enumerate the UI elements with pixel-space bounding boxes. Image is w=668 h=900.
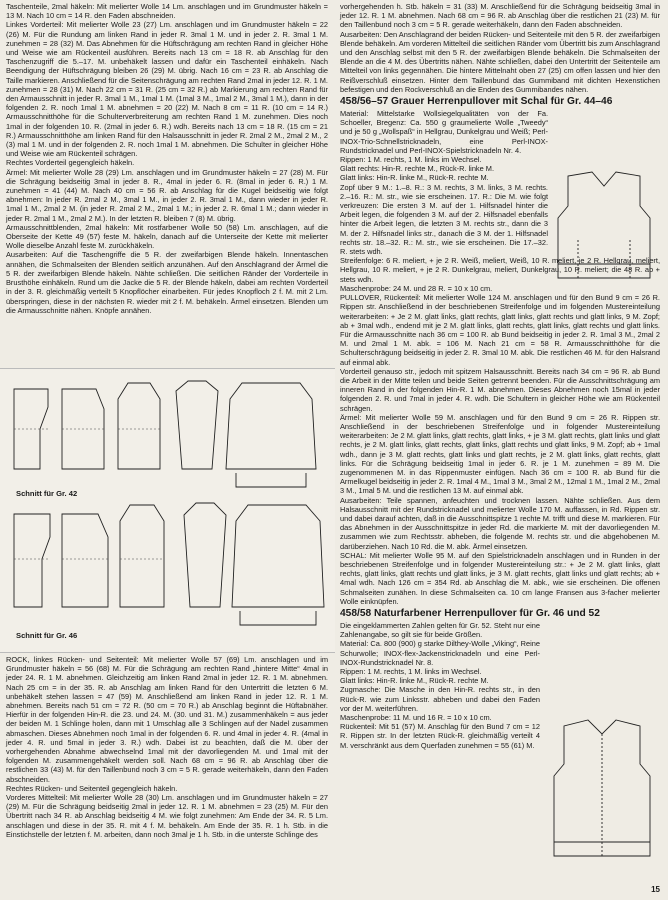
paragraph: Rückenteil: Mit 51 (57) M. Anschlag für den Bund 7 cm = 12 R. Rippen str. In der letzten Rück-R. gleichmäßig verteilt 4 M. verschränkt aus dem Querfaden zunehmen = 55 (61) M. bbox=[340, 722, 540, 750]
paragraph: Die eingeklammerten Zahlen gelten für Gr. 52. Steht nur eine Zahlenangabe, so gilt sie für beide Größen. bbox=[340, 621, 540, 640]
paragraph: Zopf über 9 M.: 1.–8. R.: 3 M. rechts, 3 M. links, 3 M. rechts. 2.–16. R.: M. str., wie sie erscheinen. 17. R.: Die M. wie folgt verkreuzen: Die ersten 3 M. auf der 1. Hilfsnadel hinter die Arbeit legen, die folgenden 3 M. auf der 2. Hilfsnadel ebenfalls hinter die Arbeit legen, die letzten 3 M. rechts str., dann die 3 M. der 2. Hilfsnadel links str., danach die 3 M. der 1. Hilfsnadel rechts str. 18.–32. R.: M. str., wie sie erscheinen. Die 17.–32. R. stets wdh. bbox=[340, 182, 548, 257]
schematic-label-42: Schnitt für Gr. 42 bbox=[16, 489, 78, 498]
paragraph: Glatt rechts: Hin-R. rechte M., Rück-R. linke M. bbox=[340, 164, 495, 174]
schematic-label-46: Schnitt für Gr. 46 bbox=[16, 631, 78, 640]
paragraph: Linkes Vorderteil: Mit melierter Wolle 23 (27) Lm. anschlagen und im Grundmuster häkeln = 22 (26) M. Für die Rundung am linken Rand in jeder R. 3mal 1 M. und in jeder 2. R. 3mal 1 M. zunehmen = 28 (32) M. Das Abnehmen für die Hüftschrägung am rechten Rand in gleicher Höhe und Weise wie am Rückenteil ausführen. Bereits nach 13 cm = 18 R. ab Anschlag für den Taschenzugriff die 5.–17. M. unbehäkelt lassen und dafür ein Taschenteil einhäkeln. Nach Beendigung der Hüftschrägung bleiben 26 (29) M. übrig. Nach 16 cm = 23 R. ab Anschlag die Taille markieren. Anschließend für die Seitenschrägung am rechten Rand 2mal in jeder 12. R. 1 M. zunehmen = 28 (31) M. Nach 22 cm = 31 R. (25 cm = 32 R.) ab Markierung am rechten Rand für den Armausschnitt in jeder R. 3mal 1 M., 1mal 1 M. (1mal 3 M., 1mal 2 M., 3mal 1 M.), dann in der folgenden 2. R. noch 1mal 1 M. abnehmen = 20 (22) M. Nach 8 cm = 11 R. (10 cm = 14 R.) Armausschnitthöhe für die Schulterverbreiterung am rechten Rand 1 M. zunehmen. Dies noch 1mal in der folgenden 10. R. (2mal in jeder 6. R.) wdh. Bereits nach 13 cm = 18 R. (15 cm = 21 R.) Armausschnitthöhe am linken Rand für den Halsausschnitt in jeder R. 2mal 2 M., 2mal 2 M., 2 (3) mal 1 M. und in der folgenden 2. R. noch 1mal 1 M. abnehmen. Die Schulter in gleicher Höhe und Weise wie am Rückenteil schrägen. bbox=[6, 20, 328, 159]
paragraph: Vorderes Mittelteil: Mit melierter Wolle 28 (30) Lm. anschlagen und im Grundmuster häkeln = 27 (29) M. Für die Schrägung beidseitig 2mal in jeder 12. R. 1 M. abnehmen = 23 (25) M. Für den Übertritt nach 34 R. ab Anschlag beidseitig 4 M. wie folgt zunehmen: Am Ende der 34. R. 5 Lm. anschlagen und diese in der 35. R. mit 4 f. M. behäkeln. Am Ende der 35. R. 1 h. Stb. in die Einstichstelle der letzten f. M. arbeiten, dann noch 3mal je 1 h. Stb. in die unterste Schlinge des bbox=[6, 793, 328, 839]
paragraph: Zugmasche: Die Masche in den Hin-R. rechts str., in den Rück-R. wie zum Linksstr. abheben und dabei den Faden vor der M. weiterführen. bbox=[340, 685, 540, 713]
paragraph: Glatt links: Hin-R. linke M., Rück-R. rechte M. bbox=[340, 676, 489, 686]
paragraph: Ärmel: Mit melierter Wolle 28 (29) Lm. anschlagen und im Grundmuster häkeln = 27 (28) M. Für die Schrägung beidseitig 3mal in jeder 8. R., 4mal in jeder 6. R. (8mal in jeder 6. R.) 1 M. zunehmen = 41 (44) M. Nach 40 cm = 56 R. ab Anschlag für die Kugel beidseitig wie folgt abnehmen: In jeder R. 2mal 2 M., 3mal 1 M., in jeder 2. R. 3mal 1 M., dann wieder in jeder R. 1mal 1 M., 2mal 2 M. (in jeder R. 2mal 2 M., 2mal 1 M.; in jeder 2. R. 6mal 1 M.; dann wieder in jeder R. 2mal 1 M., 2mal 2 M.). In der letzten R. bleiben 7 (8) M. übrig. bbox=[6, 167, 328, 223]
left-column-bottom bbox=[6, 655, 328, 839]
paragraph: Ärmel: Mit melierter Wolle 59 M. anschlagen und für den Bund 9 cm = 26 R. Rippen str. Anschließend in der beschriebenen Streifenfolge und in folgender Mustereinteilung weiterarbeiten: Je 2 M. glatt links, glatt rechts, glatt links, + je 3 M. glatt rechts, glatt links und glatt rechts, je 2 M. glatt links, glatt rechts, glatt links, glatt rechts und glatt links, 9 M. Zopf; ab + 1mal wdh., dann je 3 M. glatt rechts, glatt links und glatt rechts, je 2 M. glatt links, glatt rechts, glatt links. Für die Schrägung beidseitig 1mal in jeder 6. R. je 1 M. zunehmen = 89 M. Die zugenommenen M. in das Rippenmuster einfügen. Nach 36 cm = 100 R. ab Bund für die Armelkugel beidseitig in jeder 2. R. 1mal 4 M., 1mal 3 M., 3mal 2 M., 12mal 1 M., 1mal 2 M., 2mal 3 M., 1mal 5 M. und die restlichen 13 M. auf einmal abk. bbox=[340, 412, 660, 496]
paragraph: PULLOVER, Rückenteil: Mit melierter Wolle 124 M. anschlagen und für den Bund 9 cm = 26 R. Rippen str. Anschließend in der beschriebenen Streifenfolge und im folgenden Mustereinteilung weiterarbeiten: + Je 2 M. glatt links, glatt rechts, glatt links, glatt rechts und glatt links, 9 M. Zopf; ab + 3mal wdh., endend mit je 2 M. glatt links, glatt rechts, glatt links, glatt rechts und glatt links. Für die Armausschnitte nach 36 cm = 100 R. ab Bund beidseitig in jeder 2. R. 1mal 3 M., 2mal 2 M. und 2mal 1 M. abk. = 106 M. Nach 21 cm = 58 R. Armausschnitthöhe für die Schulterschrägung beidseitig in jeder 2. R. 3mal 10 M. abk. Die restlichen 46 M. für den Halsrand auf einmal abk. bbox=[340, 293, 660, 367]
paragraph: Glatt links: Hin-R. linke M., Rück-R. rechte M. bbox=[340, 173, 489, 183]
page-number: 15 bbox=[651, 885, 660, 894]
paragraph: Ausarbeiten: Den Anschlagrand der beiden Rücken- und Seitenteile mit den 5 R. der zweifarbigen Blende behäkeln. Am vorderen Mittelteil die seitlichen Ränder vom Übertritt bis zum Anschlagrand und den Anschlag selbst mit den 5 R. der zweifarbigen Blende behäkeln. Die Schmalseiten der Blende an die 4 M. des Übertritts nähen. Nähte schließen, dabei den Untertritt der Seitenteile am Mittelteil von links gegennähen. Die hintere Mittelnaht oben 27 (25) cm offen lassen und hier den Reißverschluß einsetzen. Hinter dem Taillenbund das Gummiband mit dichten Hexenstichen befestigen und den Rockverschluß an die Enden des Gummibandes nähen. bbox=[340, 29, 661, 94]
paragraph: Maschenprobe: 11 M. und 16 R. = 10 x 10 cm. bbox=[340, 713, 492, 723]
paragraph: vorhergehenden h. Stb. häkeln = 31 (33) M. Anschließend für die Schrägung beidseitig 3mal in jeder 12. R. 1 M. abnehmen. Nach 68 cm = 96 R. ab Anschlag über die restlichen 21 (23) M. für den Taillenbund noch 3 cm = 5 R. gerade weiterhäkeln, dann den Faden abschneiden. bbox=[340, 2, 660, 30]
paragraph: Vorderteil genauso str., jedoch mit spitzem Halsausschnitt. Bereits nach 34 cm = 96 R. ab Bund die Arbeit in der Mitte teilen und beide Seiten getrennt beenden. Für die Ausschnittschrägung am inneren Rand in der folgenden Hin-R. 1 M. abnehmen. Dieses Abnehmen noch 15mal in jeder folgenden 2. R. und 7mal in jeder 4. R. wdh. Die Schultern in gleicher Höhe wie am Rückenteil schrägen. bbox=[340, 366, 660, 413]
paragraph: Material: Ca. 800 (900) g starke Dilthey-Wolle „Viking“, Reine Schurwolle; INOX-flex-Jackenstricknadeln und eine Perl-INOX-Rundstricknadel Nr. 8. bbox=[340, 639, 540, 667]
paragraph: ROCK, linkes Rücken- und Seitenteil: Mit melierter Wolle 57 (69) Lm. anschlagen und im Grundmuster häkeln = 56 (68) M. Für die Schrägung am rechten Rand „hintere Mitte“ 4mal in jeder 24. R. 1 M. abnehmen. Gleichzeitig am linken Rand 2mal in jeder 12. R. 1 M. abnehmen. Nach 25 cm = in der 35. R. ab Anschlag am linken Rand für den Untertritt die letzten 6 M. unbehäkelt stehen lassen = 47 (59) M. Anschließend am linken Rand in jeder 12. R. 1 M. abnehmen. Bereits nach 51 cm = 72 R. (50 cm = 70 R.) ab Anschlag beginnt die Hüftabnäher. Hierfür in der folgenden Hin-R. die 23. und 24. M. (30. und 31. M.) zusammenhäkeln = aus jeder der beiden M. 1 Schlinge holen, dann mit 1 Umschlag alle 3 Schlingen auf der Nadel zusammen abmaschen. Dieses Abnehmen noch 1mal in der folgenden 6. R. und 4mal in jeder 4. R. (4mal in jeder 4. R. und 5mal in jeder 3. R.) wdh. Dabei ist zu beachten, daß die M. über der vorhergehenden Abnahme abwechselnd 1mal mit der davorliegenden M. und 1mal mit der folgenden M. zusammengehäkelt werden soll. Nach 68 cm = 96 R. ab Anschlag über die restlichen 33 (43) M. für den Taillenbund noch 3 cm = 5 R. gerade weiterhäkeln, dann den Faden abschneiden. bbox=[6, 655, 328, 784]
paragraph: Taschenteile, 2mal häkeln: Mit melierter Wolle 14 Lm. anschlagen und im Grundmuster häkeln = 13 M. Nach 10 cm = 14 R. den Faden abschneiden. bbox=[6, 2, 328, 21]
paragraph: Rippen: 1 M. rechts, 1 M. links im Wechsel. bbox=[340, 155, 482, 165]
paragraph: Ausarbeiten: Auf die Taschengriffe die 5 R. der zweifarbigen Blende häkeln. Innentaschen annähen, die Schmalseiten der Blenden seitlich anzunähen. Auf den Anschlagrand der Ärmel die 5 R. der zweifarbigen Blende häkeln. Nähte schließen. Die seitlichen Ränder der Vorderteile in Brusthöhe einhäkeln. Rund um die Jacke die 5 R. der Blende häkeln, dabei am rechten Vorderteil in der 3. R. gleichmäßig verteilt 5 Knopflöcher einarbeiten. Für jedes Knopfloch 2 f. M. mit 2 Lm. überspringen, diese in der nächsten R. wieder mit 2 f. M. behäkeln. Ärmel einsetzen. Blenden um die Armausschnitte nähen. Knöpfe annähen. bbox=[6, 250, 328, 315]
paragraph: SCHAL: Mit melierter Wolle 95 M. auf den Spielstricknadeln anschlagen und in Runden in der beschriebenen Streifenfolge und in folgender Mustereinteilung str.: + Je 2 M. glatt links, glatt rechts, glatt links, glatt rechts und glatt links, je 3 M. glatt rechts, glatt links und glatt rechts; ab + 4mal wdh. Nach 126 cm = 354 Rd. ab Anschlag die M. abk., wie sie erscheinen. Die offenen Schmalseiten zunähen. In diese Schmalseiten ca. 10 cm lange Fransen aus 3-facher melierter Wolle einknüpfen. bbox=[340, 550, 660, 606]
paragraph: Rechtes Rücken- und Seitenteil gegengleich häkeln. bbox=[6, 783, 178, 793]
paragraph: Ausarbeiten: Teile spannen, anfeuchten und trocknen lassen. Nähte schließen. Aus dem Halsausschnitt mit der Rundstricknadel und melierter Wolle 170 M. auffassen, in Rd. Rippen str. und dabei darauf achten, daß in die Ausschnittspitze 1 rechte M. trifft und diese M. markieren. Für das Abnehmen in der Ausschnittspitze in jeder Rd. die markierte M. mit der davorliegenden M. zusammen wie zum Rechtsstr. abheben, die folgende M. rechts str. und die abgehobenen M. darüberziehen. Nach 10 Rd. die M. abk. Ärmel einsetzen. bbox=[340, 495, 660, 551]
paragraph: Rippen: 1 M. rechts, 1 M. links im Wechsel. bbox=[340, 667, 482, 677]
paragraph: Rechtes Vorderteil gegengleich häkeln. bbox=[6, 158, 135, 168]
section-heading-458-56: 458/56–57 Grauer Herrenpullover mit Schal für Gr. 44–46 bbox=[340, 96, 613, 108]
material-block-2 bbox=[340, 621, 540, 750]
section-heading-458-58: 458/58 Naturfarbener Herrenpullover für Gr. 46 und 52 bbox=[340, 608, 600, 619]
schematic-drawings bbox=[0, 369, 335, 652]
sweater-schematic-56 bbox=[552, 168, 664, 286]
paragraph: Material: Mittelstarke Wollsiegelqualitäten von der Fa. Schoeller, Bregenz: Ca. 550 g graumelierte Wolle „Tweedy“ und je 50 g „Wollspaß“ in Hellgrau, Dunkelgrau und Weiß; Perl-INOX-Trio-Schnellstricknadeln, eine Perl-INOX-Rundstricknadel und Perl-INOX-Spielstricknadeln Nr. 4. bbox=[340, 109, 548, 155]
right-column bbox=[340, 2, 660, 750]
pattern-schematics bbox=[0, 368, 335, 653]
paragraph: Maschenprobe: 24 M. und 28 R. = 10 x 10 cm. bbox=[340, 283, 493, 293]
paragraph: Streifenfolge: 6 R. meliert, + je 2 R. Weiß, meliert, Weiß, 10 R. meliert, je 2 R. Hellgrau, meliert, Hellgrau, 10 R. meliert, + je 2 R. Dunkelgrau, meliert, Dunkelgrau, 10 R. meliert; die 48 R. ab + stets wdh. bbox=[340, 256, 660, 284]
paragraph: Armausschnittblenden, 2mal häkeln: Mit rostfarbener Wolle 50 (58) Lm. anschlagen, auf die Oberseite der Kette 49 (57) feste M. häkeln, danach auf die Unterseite der Kette mit melierter Wolle dieselbe Anzahl feste M. zurückhäkeln. bbox=[6, 222, 328, 251]
sweater-schematic-58 bbox=[544, 716, 662, 864]
left-column-top bbox=[6, 2, 328, 315]
material-block bbox=[340, 109, 548, 256]
